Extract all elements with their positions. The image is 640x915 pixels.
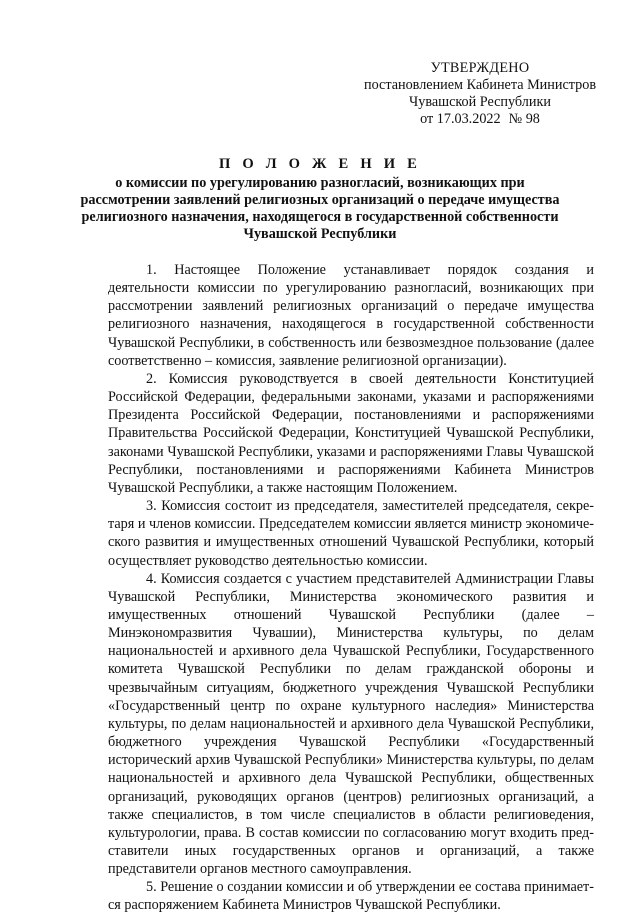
- approval-number: № 98: [508, 111, 540, 127]
- approval-title: УТВЕРЖДЕНО: [430, 60, 530, 76]
- approval-authority: постановлением Кабинета Министров: [363, 77, 597, 93]
- document-subtitle-line: религиозного назначения, находящегося в государственной собственности: [81, 209, 559, 225]
- document-body: [108, 261, 594, 915]
- approval-block: [350, 60, 610, 128]
- paragraph-2: 2. Комиссия руководствуется в своей деятельности Конституцией Российской Федерации, федеральными законами, указами и распоряжениями Президента Российской Федерации, постановлениями и распоряжениями Правительства Российской Федерации, Конституцией Чувашской Республики, законами Чувашской Республики, указами и распоряжениями Главы Чувашской Республики, постановлениями и распоряжениями Кабинета Министров Чувашской Республики, а также настоящим Положением.: [108, 370, 594, 496]
- document-subtitle-line: Чувашской Республики: [243, 226, 397, 242]
- paragraph-4: 4. Комиссия создается с участием представителей Администрации Главы Чувашской Республики, Министерства экономического развития и имущественных отношений Чувашской Республики (далее – Минэкономразвития Чувашии), Министерства культуры, по делам национальностей и архивного дела Чувашской Республики, Государственного комитета Чувашской Республики по делам гражданской обороны и чрезвычайным ситуациям, бюджетного учреждения Чувашской Республики «Государственный центр по охране культурного наследия» Министерства культуры, по делам национальностей и архивного дела Чувашской Республики, бюджетного учреждения Чувашской Республики «Государственный исторический архив Чувашской Республики» Министерства культуры, по делам национальностей и архивного дела Чувашской Республики, общественных организаций, руководящих органов (центров) религиозных организаций, а также специалистов, в том числе специалистов в области религиоведения, культурологии, права. В состав комиссии по согласованию могут входить представители иных государственных органов и организаций, а также представители органов местного самоуправления.: [108, 570, 594, 878]
- approval-date: от 17.03.2022: [420, 111, 501, 127]
- paragraph-5: 5. Решение о создании комиссии и об утверждении ее состава принимается распоряжением Кабинета Министров Чувашской Республики.: [108, 879, 594, 914]
- paragraph-3: 3. Комиссия состоит из председателя, заместителей председателя, секретаря и членов комиссии. Председателем комиссии является министр экономического развития и имущественных отношений Чувашской Республики, который осуществляет руководство деятельностью комиссии.: [108, 498, 594, 569]
- approval-date-line: [350, 111, 610, 128]
- document-heading: П О Л О Ж Е Н И Е: [218, 156, 422, 172]
- document-subtitle-line: рассмотрении заявлений религиозных организаций о передаче имущества: [80, 192, 560, 208]
- approval-republic: Чувашской Республики: [409, 94, 551, 110]
- document-title-block: [60, 156, 580, 243]
- paragraph-1: 1. Настоящее Положение устанавливает порядок создания и деятельности комиссии по урегулированию разногласий, возникающих при рассмотрении заявлений религиозных организаций о передаче имущества религиозного назначения, находящегося в государственной собственности Чувашской Республики, в собственность или безвозмездное пользование (далее соответственно – комиссия, заявление религиозной организации).: [108, 262, 594, 369]
- document-subtitle-line: о комиссии по урегулированию разногласий, возникающих при: [115, 175, 525, 191]
